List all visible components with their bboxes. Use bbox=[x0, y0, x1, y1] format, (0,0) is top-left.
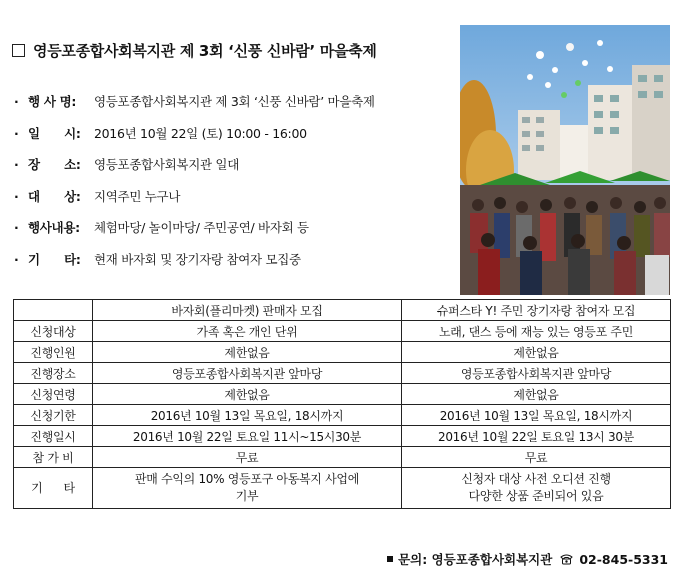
phone-icon bbox=[560, 554, 573, 565]
info-label: 행 사 명: bbox=[28, 94, 77, 109]
page-title-row bbox=[12, 40, 377, 61]
table-row bbox=[14, 363, 671, 384]
column-header: 바자회(플리마켓) 판매자 모집 bbox=[93, 300, 402, 321]
table-cell bbox=[93, 468, 402, 509]
info-label: 행사내용: bbox=[28, 220, 80, 235]
row-header: 신청연령 bbox=[14, 384, 93, 405]
info-value: 2016년 10월 22일 (토) 10:00 - 16:00 bbox=[94, 125, 307, 141]
page-title: 영등포종합사회복지관 제 3회 ‘신풍 신바람’ 마을축제 bbox=[33, 42, 377, 60]
bullet-icon: · bbox=[14, 94, 19, 109]
table-cell: 무료 bbox=[401, 447, 670, 468]
festival-photo bbox=[460, 25, 670, 295]
row-header: 신청대상 bbox=[14, 321, 93, 342]
row-header: 기 타 bbox=[14, 468, 93, 509]
bullet-icon: · bbox=[14, 125, 19, 141]
cell-line: 기부 bbox=[235, 489, 259, 503]
info-row-place bbox=[14, 155, 454, 187]
cell-line: 다양한 상품 준비되어 있음 bbox=[468, 489, 604, 503]
table-row bbox=[14, 342, 671, 363]
table-row bbox=[14, 405, 671, 426]
table-cell: 제한없음 bbox=[93, 342, 402, 363]
table-row bbox=[14, 321, 671, 342]
row-header: 진행장소 bbox=[14, 363, 93, 384]
table-cell: 제한없음 bbox=[93, 384, 402, 405]
table-header-row bbox=[14, 300, 671, 321]
table-cell: 2016년 10월 13일 목요일, 18시까지 bbox=[401, 405, 670, 426]
bullet-icon: · bbox=[14, 251, 19, 267]
info-row-content bbox=[14, 218, 454, 250]
recruitment-table bbox=[13, 299, 671, 509]
row-header: 참 가 비 bbox=[14, 447, 93, 468]
table-cell: 2016년 10월 13일 목요일, 18시까지 bbox=[93, 405, 402, 426]
table-row bbox=[14, 447, 671, 468]
bullet-icon: · bbox=[14, 157, 19, 172]
info-row-etc bbox=[14, 250, 454, 282]
info-value: 체험마당/ 놀이마당/ 주민공연/ 바자회 등 bbox=[94, 220, 309, 235]
table-cell: 제한없음 bbox=[401, 384, 670, 405]
info-row-datetime bbox=[14, 124, 454, 156]
info-value: 영등포종합사회복지관 일대 bbox=[94, 157, 239, 172]
info-row-name bbox=[14, 92, 454, 124]
table-row bbox=[14, 384, 671, 405]
table-cell: 2016년 10월 22일 토요일 13시 30분 bbox=[401, 426, 670, 447]
row-header: 진행일시 bbox=[14, 426, 93, 447]
table-row bbox=[14, 426, 671, 447]
table-cell: 노래, 댄스 등에 재능 있는 영등포 주민 bbox=[401, 321, 670, 342]
cell-line: 판매 수익의 10% 영등포구 아동복지 사업에 bbox=[134, 472, 359, 486]
info-value: 영등포종합사회복지관 제 3회 ‘신풍 신바람’ 마을축제 bbox=[94, 94, 375, 109]
info-value: 지역주민 누구나 bbox=[94, 188, 181, 204]
square-bullet-icon bbox=[387, 556, 393, 562]
contact-phone: 02-845-5331 bbox=[579, 551, 668, 567]
table-cell: 영등포종합사회복지관 앞마당 bbox=[401, 363, 670, 384]
table-row bbox=[14, 468, 671, 509]
checkbox-icon bbox=[12, 44, 25, 57]
event-info-list bbox=[14, 92, 454, 281]
info-row-target bbox=[14, 187, 454, 219]
table-cell: 가족 혹은 개인 단위 bbox=[93, 321, 402, 342]
column-header: 슈퍼스타 Y! 주민 장기자랑 참여자 모집 bbox=[401, 300, 670, 321]
contact-info bbox=[387, 550, 668, 568]
table-cell: 2016년 10월 22일 토요일 11시~15시30분 bbox=[93, 426, 402, 447]
table-corner-cell bbox=[14, 300, 93, 321]
cell-line: 신청자 대상 사전 오디션 진행 bbox=[461, 472, 611, 486]
row-header: 신청기한 bbox=[14, 405, 93, 426]
row-header: 진행인원 bbox=[14, 342, 93, 363]
info-label: 대 상: bbox=[28, 188, 81, 204]
table-cell: 무료 bbox=[93, 447, 402, 468]
table-cell bbox=[401, 468, 670, 509]
info-label: 기 타: bbox=[28, 251, 81, 267]
bullet-icon: · bbox=[14, 220, 19, 235]
info-label: 장 소: bbox=[28, 157, 81, 172]
table-cell: 제한없음 bbox=[401, 342, 670, 363]
bullet-icon: · bbox=[14, 188, 19, 204]
table-cell: 영등포종합사회복지관 앞마당 bbox=[93, 363, 402, 384]
contact-label: 문의: 영등포종합사회복지관 bbox=[398, 552, 553, 567]
info-value: 현재 바자회 및 장기자랑 참여자 모집중 bbox=[94, 251, 301, 267]
info-label: 일 시: bbox=[28, 125, 81, 141]
